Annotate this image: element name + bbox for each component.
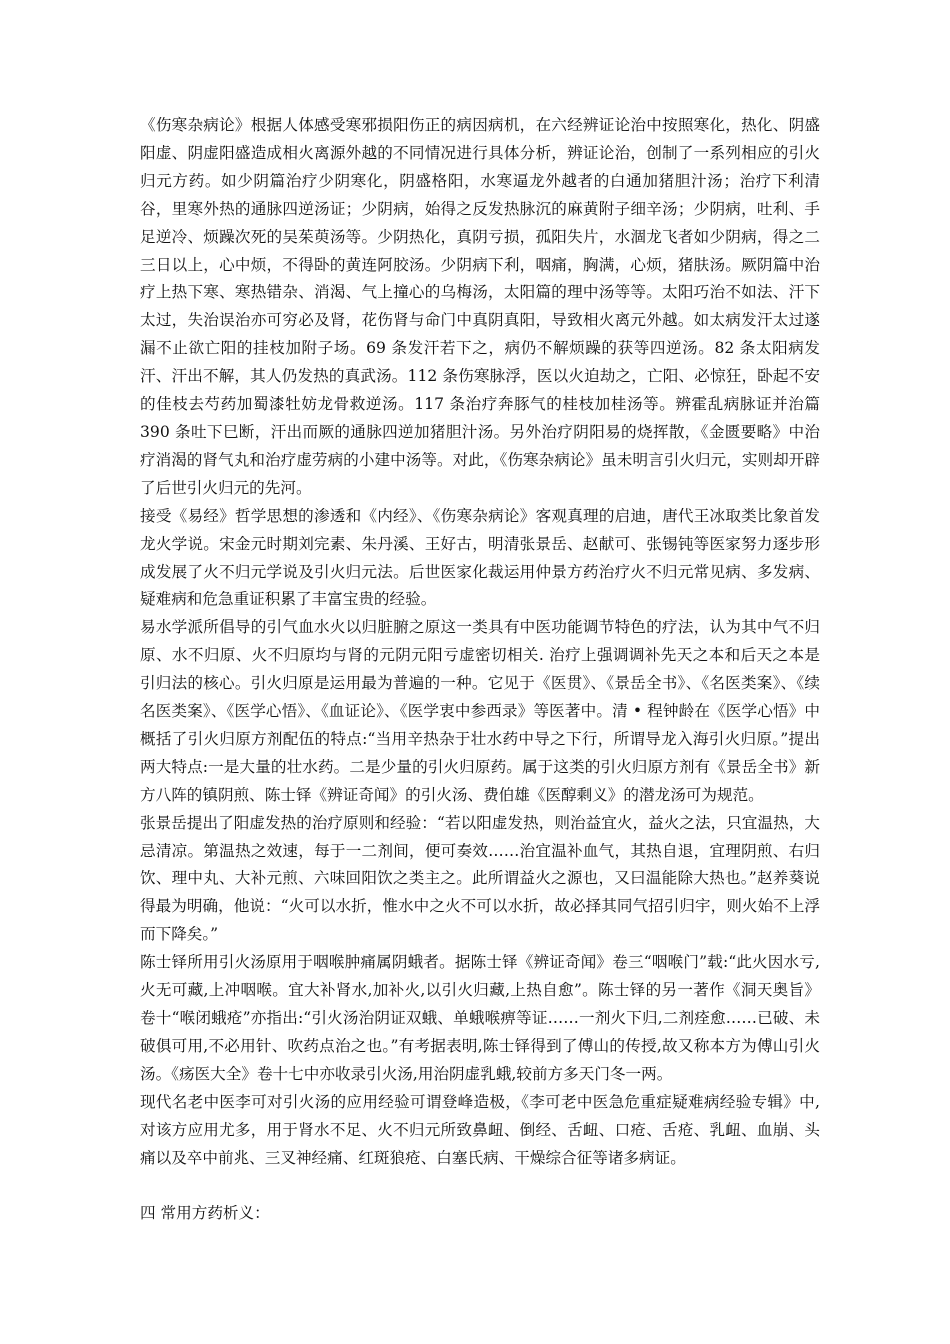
paragraph-yijing-longhuo: 接受《易经》哲学思想的渗透和《内经》、《伤寒杂病论》客观真理的启迪，唐代王冰取类比象首发龙火学说。宋金元时期刘完素、朱丹溪、王好古，明清张景岳、赵献可、张锡钝等医家努力逐步形成发展了火不归元学说及引火归元法。后世医家化裁运用仲景方药治疗火不归元常见病、多发病、疑难病和危急重证积累了丰富宝贵的经验。 — [140, 506, 820, 609]
document-body — [140, 112, 820, 1228]
paragraph-chen-shiduo: 陈士铎所用引火汤原用于咽喉肿痛属阴蛾者。据陈士铎《辨证奇闻》卷三“咽喉门”载:“此火因水亏,火无可藏,上冲咽喉。宜大补肾水,加补火,以引火归藏,上热自愈”。陈士铎的另一著作《洞天奥旨》卷十“喉闭蛾疮”亦指出:“引火汤治阴证双蛾、单蛾喉痹等证……一剂火下归,二剂痊愈……已破、未破俱可用,不必用针、吹药点治之也。”有考据表明,陈士铎得到了傅山的传授,故又称本方为傅山引火汤。《疡医大全》卷十七中亦收录引火汤,用治阴虚乳蛾,较前方多天门冬一两。 — [140, 953, 820, 1083]
paragraph-zhang-jingyue: 张景岳提出了阳虚发热的治疗原则和经验：“若以阳虚发热，则治益宜火，益火之法，只宜温热，大忌清凉。第温热之效速，每于一二剂间，便可奏效……治宜温补血气，其热自退，宜理阴煎、右归饮、理中丸、大补元煎、六味回阳饮之类主之。此所谓益火之源也，又曰温能除大热也。”赵养葵说得最为明确，他说：“火可以水折，惟水中之火不可以水折，故必择其同气招引归宇，则火始不上浮而下降矣。” — [140, 813, 820, 944]
paragraph-li-ke: 现代名老中医李可对引火汤的应用经验可谓登峰造极，《李可老中医急危重症疑难病经验专辑》中,对该方应用尤多，用于肾水不足、火不归元所致鼻衄、倒经、舌衄、口疮、舌疮、乳衄、血崩、头痛以及卒中前兆、三叉神经痛、红斑狼疮、白塞氏病、干燥综合征等诸多病证。 — [140, 1092, 820, 1167]
paragraph-shanghan-zabinglun: 《伤寒杂病论》根据人体感受寒邪损阳伤正的病因病机，在六经辨证论治中按照寒化，热化、阴盛阳虚、阴虚阳盛造成相火离源外越的不同情况进行具体分析，辨证论治，创制了一系列相应的引火归元方药。如少阴篇治疗少阴寒化，阴盛格阳，水寒逼龙外越者的白通加猪胆汁汤；治疗下利清谷，里寒外热的通脉四逆汤证；少阴病，始得之反发热脉沉的麻黄附子细辛汤；少阴病，吐利、手足逆冷、烦躁次死的吴茱萸汤等。少阴热化，真阴亏损，孤阳失片，水涸龙飞者如少阴病，得之二三日以上，心中烦，不得卧的黄连阿胶汤。少阴病下利，咽痛，胸满，心烦，猪肤汤。厥阴篇中治疗上热下寒、寒热错杂、消渴、气上撞心的乌梅汤，太阳篇的理中汤等等。太阳巧治不如法、汗下太过，失治误治亦可穷必及肾，花伤肾与命门中真阴真阳，导致相火离元外越。如太病发汗太过遂漏不止欲亡阳的挂枝加附子场。69 条发汗若下之，病仍不解烦躁的获等四逆汤。82 条太阳病发汗、汗出不解，其人仍发热的真武汤。112 条伤寒脉浮，医以火迫劫之，亡阳、必惊狂，卧起不安的佳枝去芍药加蜀漆牡妨龙骨救逆汤。117 条治疗奔豚气的桂枝加桂汤等。辨霍乱病脉证并治篇 390 条吐下巳断，汗出而厥的通脉四逆加猪胆汁汤。另外治疗阴阳易的烧挥散，《金匮要略》中治疗消渴的肾气丸和治疗虚劳病的小建中汤等。对此，《伤寒杂病论》虽未明言引火归元，实则却开辟了后世引火归元的先河。 — [140, 116, 820, 497]
section-heading: 四 常用方药析义： — [140, 1204, 270, 1223]
paragraph-yishui-school: 易水学派所倡导的引气血水火以归脏腑之原这一类具有中医功能调节特色的疗法，认为其中气不归原、水不归原、火不归原均与肾的元阴元阳亏虚密切相关. 治疗上强调调补先天之本和后天之本是引归法的核心。引火归原是运用最为普遍的一种。它见于《医贯》、《景岳全书》、《名医类案》、《续名医类案》、《医学心悟》、《血证论》、《医学衷中参西录》等医著中。清 • 程钟龄在《医学心悟》中概括了引火归原方剂配伍的特点:“当用辛热杂于壮水药中导之下行，所谓导龙入海引火归原。”提出两大特点:一是大量的壮水药。二是少量的引火归原药。属于这类的引火归原方剂有《景岳全书》新方八阵的镇阴煎、陈士铎《辨证奇闻》的引火汤、费伯雄《医醇剩义》的潜龙汤可为规范。 — [140, 618, 820, 804]
blank-line — [140, 1172, 820, 1200]
